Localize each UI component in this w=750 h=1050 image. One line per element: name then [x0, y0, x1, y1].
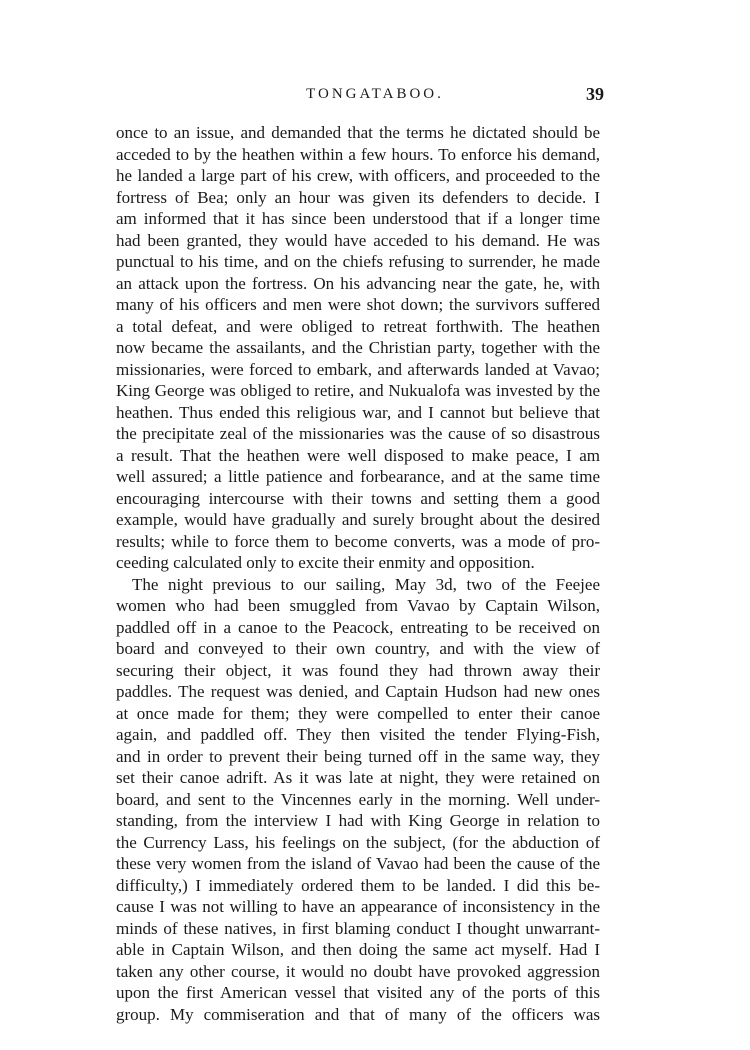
text-line: heathen. Thus ended this religious war, and I cannot but believe that	[116, 402, 600, 422]
text-line: paddled off in a canoe to the Peacock, entreating to be received on	[116, 617, 600, 637]
text-line: fortress of Bea; only an hour was given its defenders to decide. I	[116, 187, 600, 207]
text-line: The night previous to our sailing, May 3d, two of the Feejee	[132, 574, 600, 594]
text-line: missionaries, were forced to embark, and afterwards landed at Vavao;	[116, 359, 600, 379]
text-line: standing, from the interview I had with King George in relation to	[116, 811, 600, 830]
text-line: King George was obliged to retire, and Nukualofa was invested by the	[116, 381, 600, 400]
text-line: ceeding calculated only to excite their enmity and opposition.	[116, 553, 535, 572]
text-line: results; while to force them to become converts, was a mode of pro-	[116, 531, 600, 551]
text-line: punctual to his time, and on the chiefs refusing to surrender, he made	[116, 252, 600, 271]
text-line: able in Captain Wilson, and then doing the same act myself. Had I	[116, 940, 600, 959]
running-title: TONGATABOO.	[306, 86, 444, 102]
text-line: cause I was not willing to have an appearance of inconsistency in the	[116, 897, 600, 916]
text-line: difficulty,) I immediately ordered them to be landed. I did this be-	[116, 875, 600, 895]
text-line: taken any other course, it would no doubt have provoked aggression	[116, 961, 600, 981]
text-line: am informed that it has since been understood that if a longer time	[116, 209, 600, 228]
text-line: minds of these natives, in first blaming conduct I thought unwarrant-	[116, 918, 600, 938]
text-line: a result. That the heathen were well disposed to make peace, I am	[116, 445, 600, 465]
text-line: group. My commiseration and that of many of the officers was	[116, 1004, 600, 1024]
text-line: again, and paddled off. They then visited the tender Flying-Fish,	[116, 725, 600, 744]
text-line: at once made for them; they were compelled to enter their canoe	[116, 703, 600, 723]
paragraph	[116, 122, 600, 574]
text-line: board and conveyed to their own country, and with the view of	[116, 639, 600, 658]
text-line: upon the first American vessel that visited any of the ports of this	[116, 983, 600, 1002]
text-line: securing their object, it was found they had thrown away their	[116, 660, 600, 680]
text-line: these very women from the island of Vavao had been the cause of the	[116, 854, 600, 873]
text-line: women who had been smuggled from Vavao by Captain Wilson,	[116, 596, 600, 615]
text-line: the precipitate zeal of the missionaries was the cause of so disastrous	[116, 424, 600, 443]
paragraph	[116, 574, 600, 1026]
body-text	[116, 122, 600, 1025]
text-line: board, and sent to the Vincennes early in the morning. Well under-	[116, 789, 600, 809]
page-number: 39	[586, 84, 604, 104]
text-line: encouraging intercourse with their towns and setting them a good	[116, 488, 600, 508]
text-line: acceded to by the heathen within a few hours. To enforce his demand,	[116, 144, 600, 164]
text-line: a total defeat, and were obliged to retreat forthwith. The heathen	[116, 316, 600, 336]
text-line: set their canoe adrift. As it was late at night, they were retained on	[116, 768, 600, 787]
text-line: an attack upon the fortress. On his advancing near the gate, he, with	[116, 273, 600, 293]
running-head	[0, 86, 750, 110]
text-line: once to an issue, and demanded that the terms he dictated should be	[116, 123, 600, 142]
text-line: many of his officers and men were shot down; the survivors suffered	[116, 295, 600, 314]
text-line: and in order to prevent their being turned off in the same way, they	[116, 746, 600, 766]
text-line: well assured; a little patience and forbearance, and at the same time	[116, 467, 600, 486]
text-line: paddles. The request was denied, and Captain Hudson had new ones	[116, 682, 600, 701]
text-line: had been granted, they would have acceded to his demand. He was	[116, 230, 600, 250]
text-line: he landed a large part of his crew, with officers, and proceeded to the	[116, 166, 600, 185]
text-line: now became the assailants, and the Christian party, together with the	[116, 338, 600, 357]
text-line: example, would have gradually and surely brought about the desired	[116, 510, 600, 529]
text-line: the Currency Lass, his feelings on the subject, (for the abduction of	[116, 832, 600, 852]
